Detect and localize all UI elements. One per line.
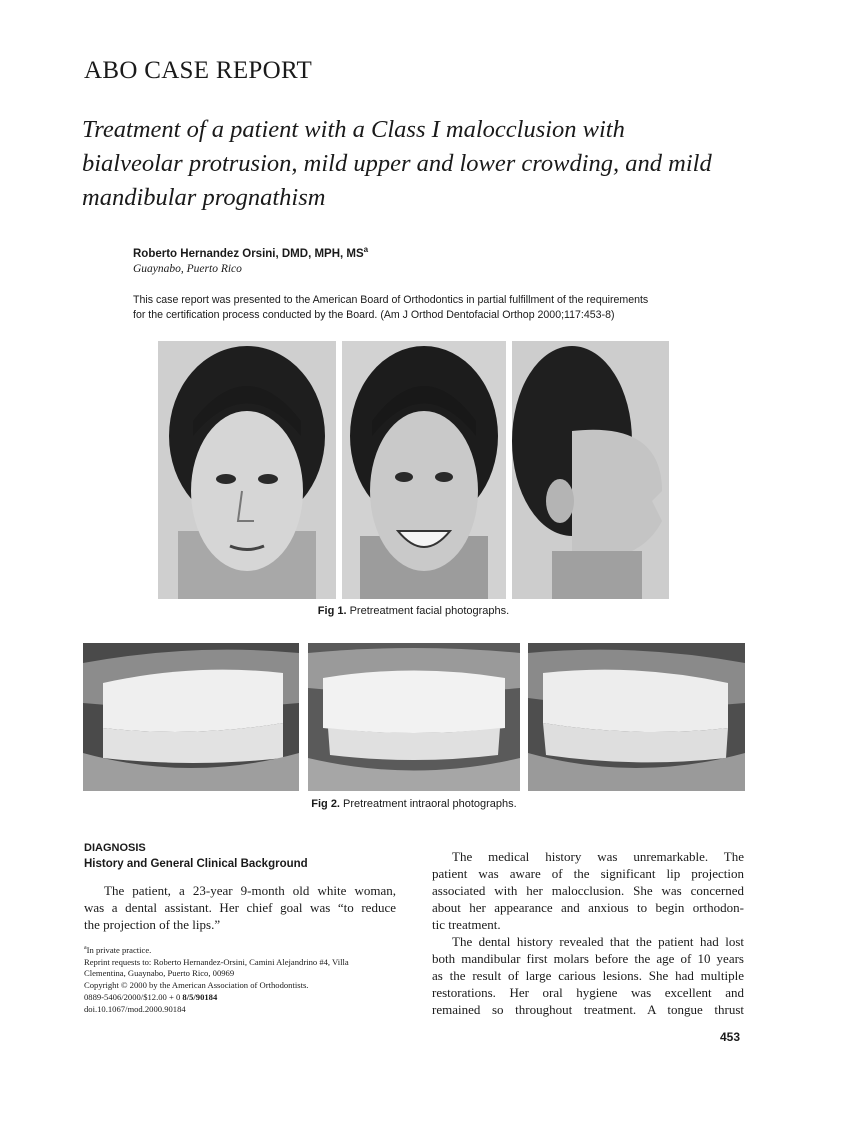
- facial-photo-smiling: [342, 341, 506, 599]
- intraoral-photo-right: [83, 643, 299, 791]
- text-line: The medical history was unremarkable. The: [452, 849, 744, 864]
- footnote-reprint: Reprint requests to: Roberto Hernandez-Orsini, Camini Alejandrino #4, Villa: [84, 956, 349, 967]
- facial-photo-profile: [512, 341, 669, 599]
- text-line: both mandibular first molars before the age of 10 years: [432, 951, 744, 966]
- text-line: about her appearance and anxious to begin orthodon-: [432, 900, 744, 915]
- title-line: Treatment of a patient with a Class I malocclusion with: [82, 116, 625, 143]
- right-column-text: [432, 848, 744, 1018]
- text-line: patient was aware of the significant lip projection: [432, 866, 744, 881]
- facial-photo-frontal: [158, 341, 336, 599]
- footnote-doi: doi.10.1067/mod.2000.90184: [84, 1003, 186, 1014]
- footnote-affiliation: $^a$In private practice.: [84, 944, 152, 955]
- intraoral-photo-frontal: [308, 643, 520, 791]
- left-column-text: [84, 882, 396, 933]
- author-location: Guaynabo, Puerto Rico: [133, 263, 242, 275]
- intraoral-photo-left: [528, 643, 745, 791]
- note-line: This case report was presented to the American Board of Orthodontics in partial fulfillment of the requirements: [133, 294, 649, 306]
- text-line: was a dental assistant. Her chief goal was “to reduce: [84, 900, 396, 915]
- text-line: the projection of the lips.”: [84, 917, 221, 932]
- text-line: associated with her malocclusion. She was concerned: [432, 883, 744, 898]
- presentation-note: [133, 293, 753, 323]
- figure-2-caption: Fig 2. Pretreatment intraoral photographs.: [311, 798, 517, 810]
- text-line: tic treatment.: [432, 917, 501, 932]
- footnote-code: 0889-5406/2000/$12.00 + 0 8/5/90184: [84, 992, 218, 1003]
- section-heading: ABO CASE REPORT: [84, 57, 313, 84]
- title-line: mandibular prognathism: [82, 184, 326, 211]
- author-superscript: a: [363, 245, 369, 254]
- article-title: [82, 113, 782, 215]
- author-name: Roberto Hernandez Orsini, DMD, MPH, $MS^a$: [133, 245, 369, 260]
- text-line: remained so throughout treatment. A tongue thrust: [432, 1002, 744, 1017]
- diagnosis-heading: DIAGNOSIS: [84, 842, 146, 854]
- footnote-copyright: Copyright © 2000 by the American Association of Orthodontists.: [84, 980, 309, 991]
- text-line: The patient, a 23-year 9-month old white woman,: [104, 883, 396, 898]
- text-line: The dental history revealed that the patient had lost: [452, 934, 744, 949]
- text-line: restorations. Her oral hygiene was excellent and: [432, 985, 744, 1000]
- history-subheading: History and General Clinical Background: [84, 858, 308, 870]
- page-number: 453: [720, 1030, 741, 1044]
- figure-1-caption: Fig 1. Pretreatment facial photographs.: [317, 605, 510, 617]
- note-line: for the certification process conducted by the Board. (Am J Orthod Dentofacial Orthop 2000;117:453-8): [133, 309, 615, 321]
- title-line: bialveolar protrusion, mild upper and lower crowding, and mild: [82, 150, 712, 177]
- footnotes: [84, 943, 404, 1016]
- text-line: as the result of large carious lesions. She had multiple: [432, 968, 744, 983]
- footnote-reprint: Clementina, Guaynabo, Puerto Rico, 00969: [84, 968, 235, 979]
